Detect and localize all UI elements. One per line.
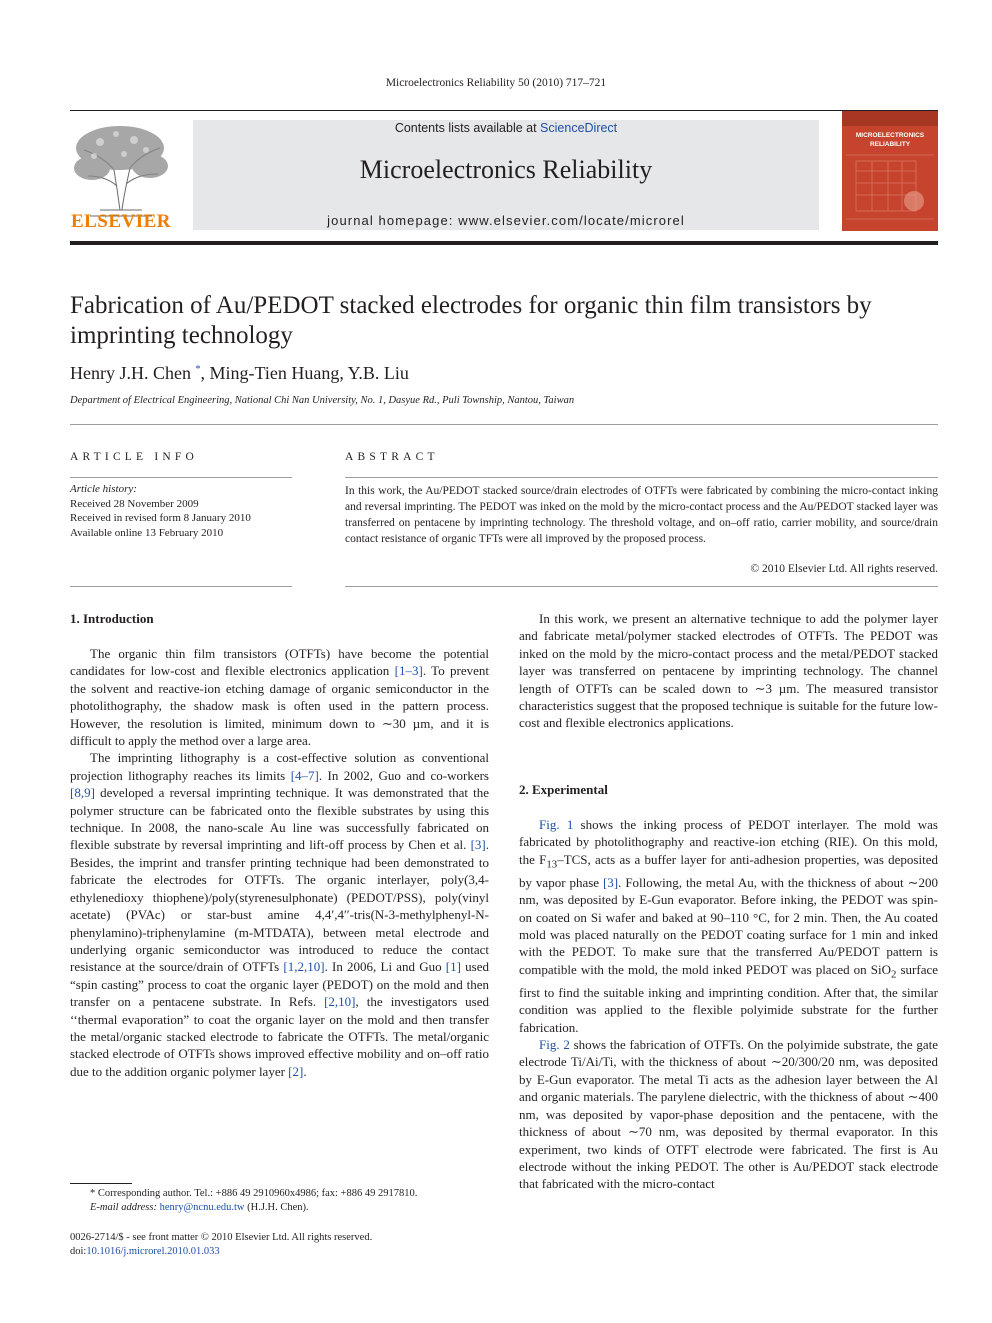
online-date: Available online 13 February 2010 xyxy=(70,526,224,539)
doi-link[interactable]: 10.1016/j.microrel.2010.01.033 xyxy=(86,1246,220,1257)
footnote-mark: * xyxy=(90,1188,96,1199)
introduction-heading-wrap xyxy=(70,610,489,627)
text-run: The imprinting lithography is a cost-effective solution as conventional projection lithography reaches its limits xyxy=(70,750,489,783)
introduction-heading: 1. Introduction xyxy=(70,611,154,626)
cover-artwork xyxy=(842,111,938,231)
email-label: E-mail address: xyxy=(90,1202,157,1213)
text-run: shows the fabrication of OTFTs. On the polyimide substrate, the gate electrode Ti/Ai/Ti, with the thickness of about ∼20/300/20 nm, was deposited by E-Gun evaporator. The metal Ti acts as the adhesion layer between the Al and organic materials. The parylene dielectric, with the thickness of about ∼400 nm, was deposited by vapor-phase deposition and the pentacene, with the thickness of about ∼70 nm, was deposited by thermal evaporator. In this experiment, two kinds of OTFT electrode were fabricated. The first is Au electrode without the inking PEDOT. The other is Au/PEDOT stack electrode that fabricated with the micro-contact xyxy=(519,1037,938,1192)
abstract-heading: ABSTRACT xyxy=(345,451,439,463)
intro-paragraph-2 xyxy=(70,749,489,1080)
header-rule xyxy=(70,110,938,111)
corresponding-author-footnote xyxy=(70,1187,490,1215)
contents-prefix: Contents lists available at xyxy=(394,121,541,135)
doi-line xyxy=(70,1245,372,1259)
right-column-bottom xyxy=(519,816,938,1193)
article-history xyxy=(70,482,251,540)
co-author-names: , Ming-Tien Huang, Y.B. Liu xyxy=(200,363,409,383)
cover-title xyxy=(842,131,938,149)
text-run: –TCS, acts as a buffer layer for anti-adhesion properties, was deposited by vapor phase xyxy=(519,851,938,890)
abstract-copyright: © 2010 Elsevier Ltd. All rights reserved. xyxy=(750,563,938,575)
footnote-line-1 xyxy=(70,1187,490,1201)
journal-homepage: journal homepage: www.elsevier.com/locate/microrel xyxy=(327,213,685,228)
received-date: Received 28 November 2009 xyxy=(70,497,199,510)
intro-paragraph-3: In this work, we present an alternative technique to add the polymer layer and fabricate metal/polymer stacked electrodes of OTFTs. The PEDOT was inked on the mold by the micro-contact process and the metal/PEDOT stacked layer was transferred on pentacene by imprinting technology. The channel length of OTFTs can be scaled down to ∼3 µm. The measured transistor characteristics suggest that the proposed technique is suitable for the future low-cost and flexible electronics applications. xyxy=(519,611,938,731)
journal-citation: Microelectronics Reliability 50 (2010) 717–721 xyxy=(385,77,607,89)
text-run: . Besides, the imprint and transfer printing technique had been demonstrated to fabricate the electrodes for OTFTs. The organic interlayer, poly(3,4-ethylenedioxy thiophene)/poly(styrenesulphonate) (PEDOT/PSS), poly(vinyl acetate) (PVAc) or star-bust amine 4,4′,4′′-tris(N-3-methylphenyl-N-phenylamino)-triphenylamine (m-MTDATA), between metal electrode and underlying organic semiconductor was introduced to reduce the contact resistance at the source/drain of OTFTs xyxy=(70,837,489,975)
text-run: . Following, the metal Au, with the thickness of about ∼200 nm, was deposited by E-Gun evaporator. Before inking, the PEDOT was spin-on coated on Si wafer and baked at 90–110 °C, for 2 min. Then, the Au coated mold was placed naturally on the PEDOT coating surface for 1 min and inked with the PEDOT. To make sure that the transferred Au/PEDOT pattern is compatible with the mold, the mold inked PEDOT was placed on SiO xyxy=(519,874,938,977)
citation-link[interactable]: [2] xyxy=(288,1063,304,1079)
email-link[interactable]: henry@ncnu.edu.tw xyxy=(159,1202,245,1213)
citation-link[interactable]: [3] xyxy=(602,874,619,890)
header-thick-rule xyxy=(70,241,938,245)
revised-date: Received in revised form 8 January 2010 xyxy=(70,512,251,524)
footnote-contact: Corresponding author. Tel.: +886 49 2910960x4986; fax: +886 49 2917810. xyxy=(95,1188,418,1199)
subscript: 2 xyxy=(890,968,897,981)
citation-link[interactable]: [1–3] xyxy=(394,663,423,679)
text-run: developed a reversal imprinting technique. It was demonstrated that the polymer structure can be fabricated onto the flexible substrates by using this technique. In 2008, the nano-scale Au line was successfully fabricated on flexible substrate by reversal imprinting and lift-off process by Chen et al. xyxy=(70,785,489,853)
experimental-heading: 2. Experimental xyxy=(519,782,608,797)
elsevier-wordmark: ELSEVIER xyxy=(70,211,172,232)
corresponding-author-mark[interactable]: * xyxy=(195,364,201,375)
experimental-paragraph-2 xyxy=(519,1036,938,1193)
issn-line: 0026-2714/$ - see front matter © 2010 Elsevier Ltd. All rights reserved. xyxy=(70,1232,373,1243)
doi-label: doi: xyxy=(70,1246,87,1257)
left-column xyxy=(70,645,489,1080)
experimental-paragraph-1 xyxy=(519,816,938,1036)
abstract-text: In this work, the Au/PEDOT stacked source/drain electrodes of OTFTs were fabricated by combining the micro-contact inking and reversal imprinting. The PEDOT was inked on the mold by the micro-contact process and the Au/PEDOT stacked layer was transferred on pentacene by imprinting technology. The threshold voltage, and on–off ratio, carrier mobility, and source/drain contact resistance of organic TFTs were all improved by the proposed process. xyxy=(345,485,938,545)
article-title: Fabrication of Au/PEDOT stacked electrodes for organic thin film transistors by imprinting technology xyxy=(70,292,872,349)
journal-cover-thumbnail xyxy=(842,111,938,231)
subscript: 13 xyxy=(546,858,558,871)
footnote-line-2 xyxy=(70,1201,490,1215)
footnote-rule xyxy=(70,1183,132,1184)
author-list xyxy=(70,363,409,384)
citation-link[interactable]: [1] xyxy=(445,959,461,975)
text-run: used “spin casting” process to coat the organic layer (PEDOT) on the mold and then transfer on a pentacene substrate. In Refs. xyxy=(70,959,489,1010)
sciencedirect-link[interactable]: ScienceDirect xyxy=(540,121,618,135)
citation-link[interactable]: [4–7] xyxy=(290,767,319,783)
figure-link[interactable]: Fig. 1 xyxy=(539,817,574,832)
intro-paragraph-1 xyxy=(70,645,489,749)
text-run: , the investigators used ‘‘thermal evaporation” to coat the organic layer on the mold and then transfer the metal/organic stacked electrode to fabricate the OTFTs. The metal/organic stacked electrode of OTFTs shows improved effective mobility and on–off ratio due to the addition organic polymer layer xyxy=(70,994,489,1079)
text-run: The organic thin film transistors (OTFTs) have become the potential candidates for low-cost and flexible electronics application xyxy=(70,646,489,679)
journal-name: Microelectronics Reliability xyxy=(359,155,653,184)
cover-title-line-2: RELIABILITY xyxy=(869,141,911,148)
text-run: . To prevent the solvent and reactive-ion etching damage of organic semiconductor in the photolithography, the shadow mask is often used in the pattern process. However, the resolution is limited, minimum down to ∼30 µm, and it is difficult to apply the method over a large area. xyxy=(70,663,490,749)
article-info-heading: ARTICLE INFO xyxy=(70,451,198,463)
text-run: . In 2002, Guo and co-workers xyxy=(318,767,489,783)
citation-link[interactable]: [8,9] xyxy=(70,785,95,801)
text-run: . In 2006, Li and Guo xyxy=(324,959,446,975)
figure-link[interactable]: Fig. 2 xyxy=(539,1037,570,1053)
issn-block xyxy=(70,1231,372,1259)
text-run: shows the inking process of PEDOT interlayer. The mold was fabricated by photolithography and reactive-ion etching (RIE). On this mold, the F xyxy=(519,817,938,867)
citation-link[interactable]: [2,10] xyxy=(324,994,356,1010)
cover-title-line-1: MICROELECTRONICS xyxy=(855,132,925,139)
text-run: surface first to find the suitable inking and imprinting condition. After that, the similar condition was applied to the flexible polyimide substrate for the further fabrication. xyxy=(519,961,939,1035)
author-name: Henry J.H. Chen xyxy=(70,363,191,383)
text-run: . xyxy=(303,1063,307,1079)
article-info-bottom-rule xyxy=(70,586,292,587)
experimental-heading-wrap xyxy=(519,781,938,798)
abstract-rule xyxy=(345,477,938,478)
citation-link[interactable]: [1,2,10] xyxy=(283,959,325,975)
contents-available-line xyxy=(193,121,819,135)
article-info-rule xyxy=(70,477,292,478)
citation-link[interactable]: [3] xyxy=(470,837,486,853)
history-label: Article history: xyxy=(70,483,137,495)
affiliation-rule xyxy=(70,424,938,425)
email-suffix: (H.J.H. Chen). xyxy=(244,1202,309,1213)
right-column-top xyxy=(519,610,938,732)
abstract-bottom-rule xyxy=(345,586,938,587)
affiliation: Department of Electrical Engineering, National Chi Nan University, No. 1, Dasyue Rd., Puli Township, Nantou, Taiwan xyxy=(70,395,575,406)
